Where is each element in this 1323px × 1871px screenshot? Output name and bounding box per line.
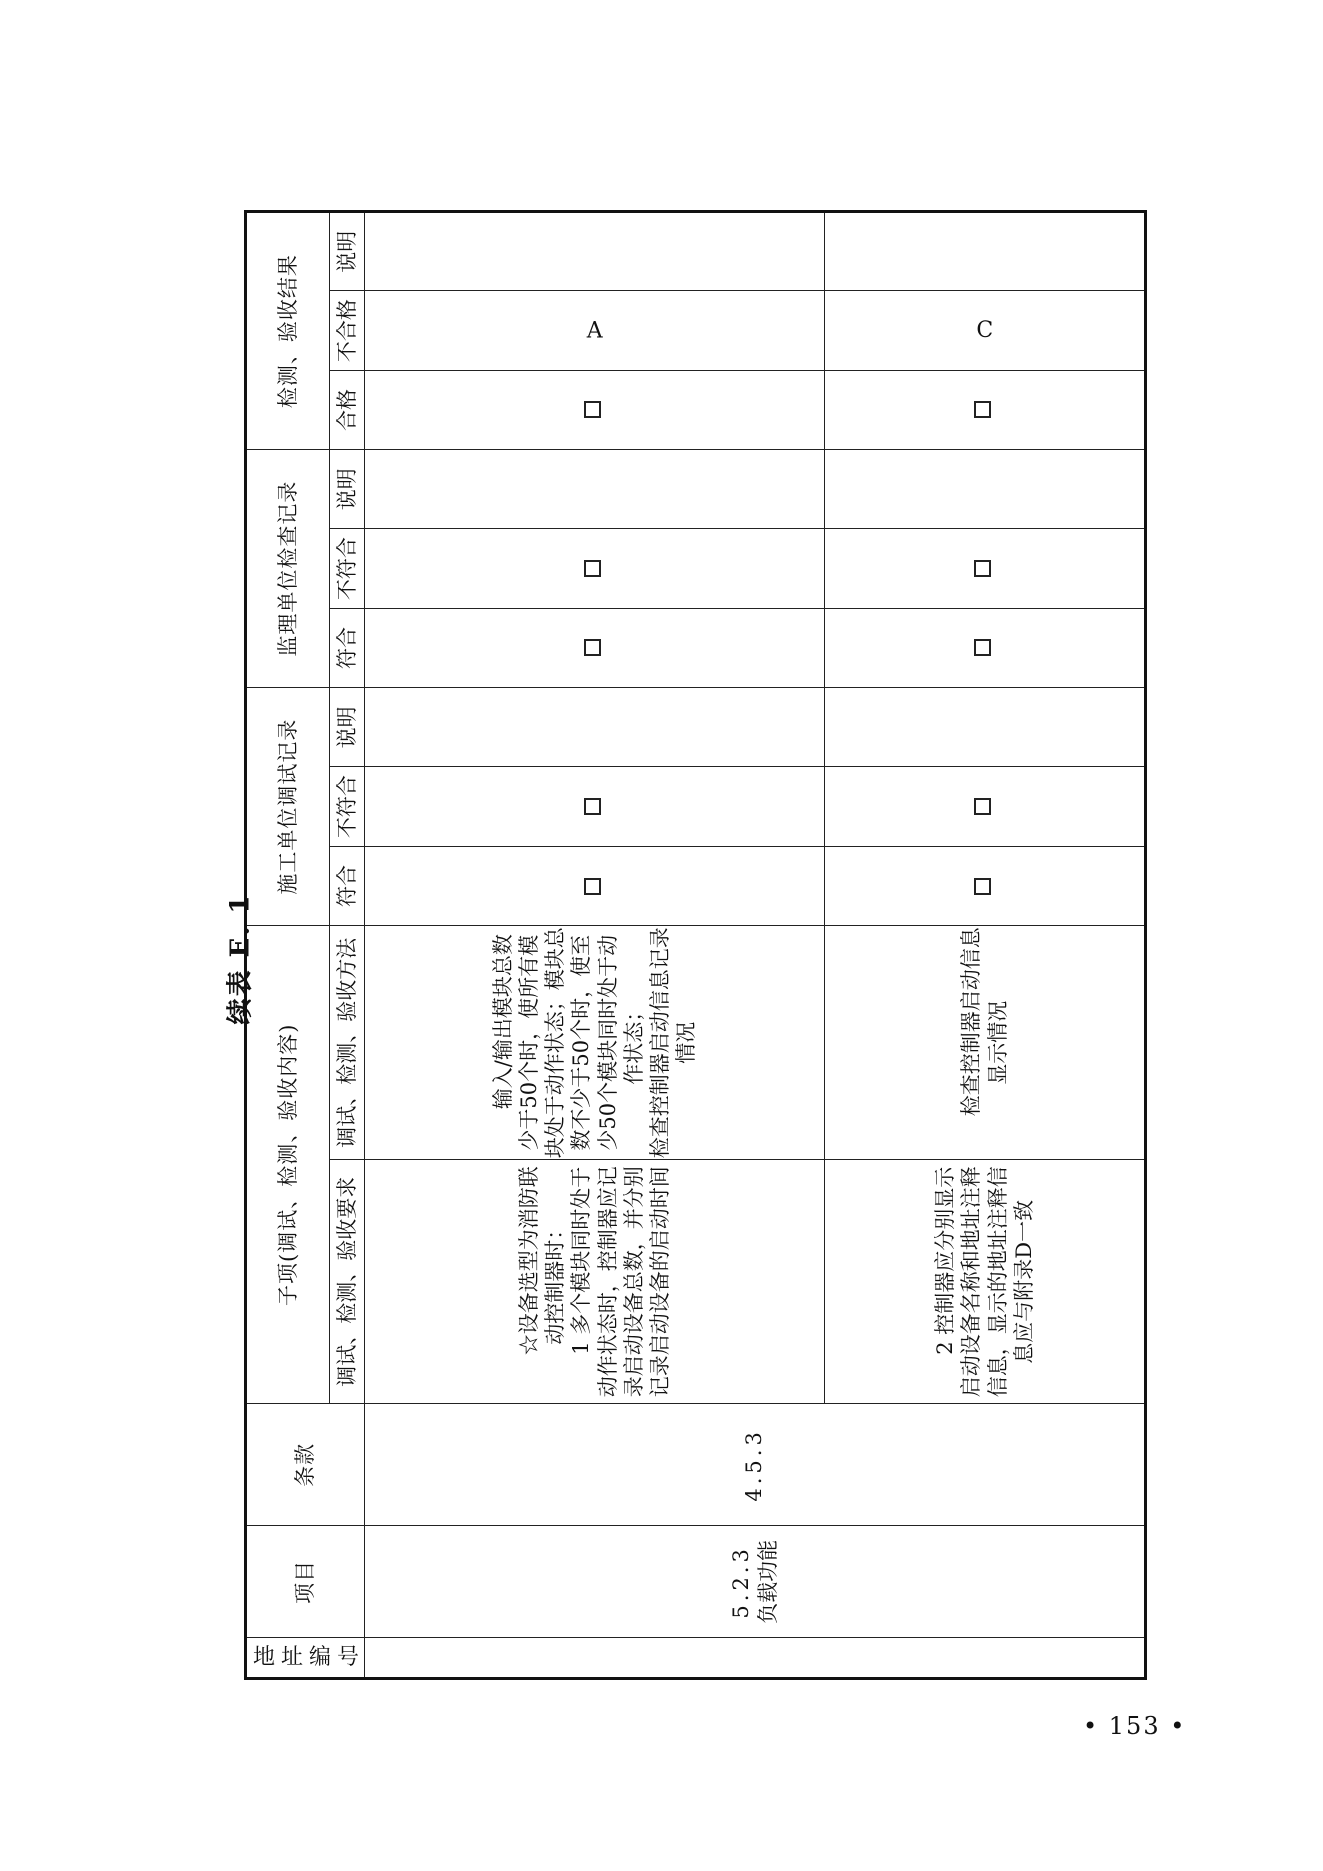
header-construction-group: 施工单位调试记录 [246,688,330,926]
header-clause: 条款 [246,1404,365,1526]
supervision-nonconform-checkbox[interactable] [825,529,1146,608]
checkbox-icon [584,878,601,895]
supervision-conform-checkbox[interactable] [365,608,825,687]
requirement-intro: ☆设备选型为消防联动控制器时： [516,1166,567,1356]
header-construction-nonconform: 不符合 [330,767,365,846]
header-result-fail: 不合格 [330,291,365,370]
project-cell [365,1526,1146,1638]
requirement-text: 2 控制器应分别显示启动设备名称和地址注释信息，显示的地址注释信息应与附录D一致 [933,1166,1036,1398]
checkbox-icon [974,639,991,656]
checkbox-icon [974,878,991,895]
method-cell [825,926,1146,1160]
method-text: 输入/输出模块总数少于50个时，使所有模块处于动作状态；模块总数不少于50个时，使至少50个模块同时处于动作状态； [490,927,646,1159]
result-fail-mark: A [586,317,603,343]
project-number: 5.2.3 [729,1545,754,1619]
result-pass-checkbox[interactable] [825,370,1146,449]
header-address-no [246,1638,365,1679]
header-supervision-conform: 符合 [330,608,365,687]
header-result-group: 检测、验收结果 [246,212,330,450]
method-text: 检查控制器启动信息显示情况 [959,927,1010,1117]
result-fail-mark: C [976,317,993,343]
checkbox-icon [974,560,991,577]
requirement-cell [365,1160,825,1404]
requirement-cell [825,1160,1146,1404]
header-address-char: 址 [280,1644,303,1670]
construction-nonconform-checkbox[interactable] [825,767,1146,846]
result-pass-checkbox[interactable] [365,370,825,449]
page-title: 续表 E. 1 [225,893,256,1025]
result-fail-cell[interactable] [825,291,1146,370]
header-result-note: 说明 [330,212,365,291]
header-address-char: 号 [336,1644,359,1670]
table-row [365,212,825,1679]
page-number: • 153 • [1083,1712,1187,1740]
method-cell [365,926,825,1160]
method-text: 检查控制器启动信息记录情况 [648,927,699,1159]
supervision-nonconform-checkbox[interactable] [365,529,825,608]
header-construction-note: 说明 [330,688,365,767]
header-supervision-note: 说明 [330,450,365,529]
rotated-table-container [244,210,1144,1680]
clause-cell: 4.5.3 [365,1404,1146,1526]
header-address-char: 地 [252,1644,275,1670]
checkbox-icon [584,560,601,577]
checkbox-icon [974,798,991,815]
checkbox-icon [584,639,601,656]
header-address-char: 编 [308,1644,331,1670]
header-construction-conform: 符合 [330,846,365,925]
checkbox-icon [584,798,601,815]
result-note-cell[interactable] [825,212,1146,291]
requirement-text: 1 多个模块同时处于动作状态时，控制器应记录启动设备总数，并分别记录启动设备的启动时间 [569,1166,672,1398]
header-supervision-nonconform: 不符合 [330,529,365,608]
construction-note-cell[interactable] [825,688,1146,767]
header-method: 调试、检测、验收方法 [330,926,365,1160]
construction-conform-checkbox[interactable] [825,846,1146,925]
address-no-cell [365,1638,1146,1679]
header-supervision-group: 监理单位检查记录 [246,450,330,688]
header-project: 项目 [246,1526,365,1638]
construction-conform-checkbox[interactable] [365,846,825,925]
acceptance-table [244,210,1147,1680]
supervision-note-cell[interactable] [825,450,1146,529]
checkbox-icon [584,401,601,418]
header-subitem: 子项(调试、检测、验收内容) [246,926,330,1404]
checkbox-icon [974,401,991,418]
supervision-note-cell[interactable] [365,450,825,529]
project-name: 负载功能 [755,1539,780,1624]
result-fail-cell[interactable] [365,291,825,370]
result-note-cell[interactable] [365,212,825,291]
construction-note-cell[interactable] [365,688,825,767]
construction-nonconform-checkbox[interactable] [365,767,825,846]
header-requirement: 调试、检测、验收要求 [330,1160,365,1404]
header-result-pass: 合格 [330,370,365,449]
supervision-conform-checkbox[interactable] [825,608,1146,687]
